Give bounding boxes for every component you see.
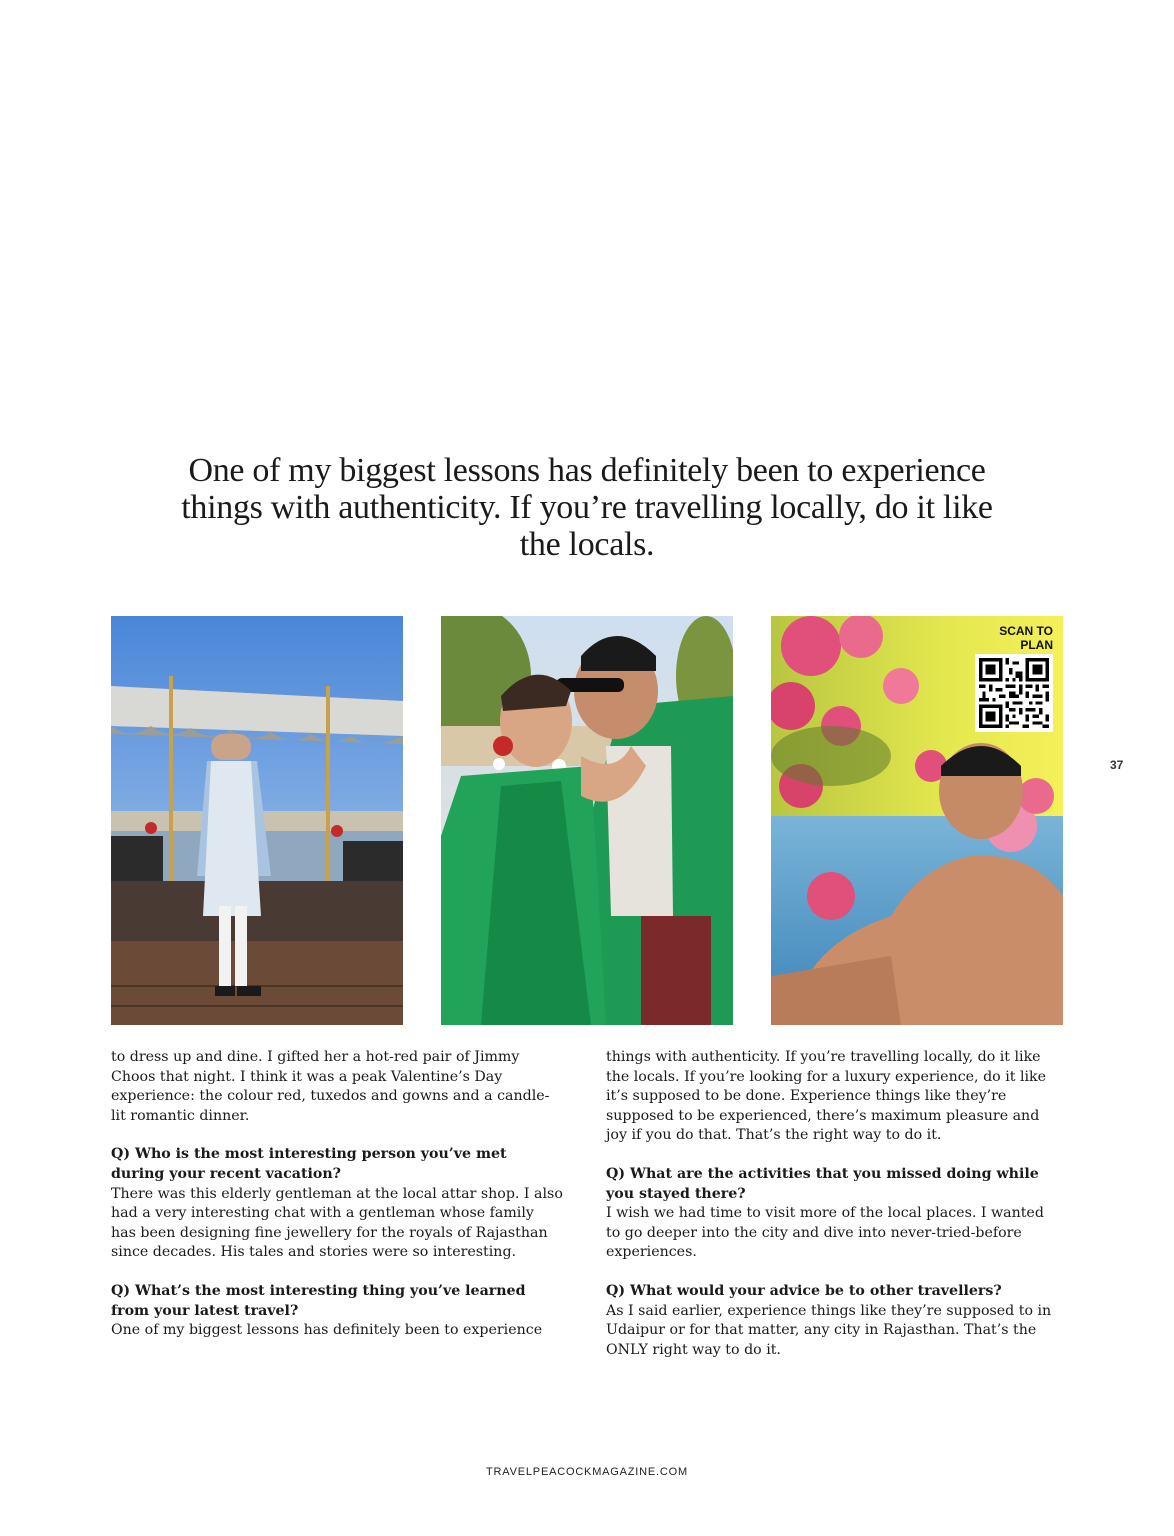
- interview-question: Q) What are the activities that you missed doing while you stayed there?: [606, 1165, 1039, 1202]
- qr-scan-label-line2: PLAN: [1020, 638, 1053, 652]
- photo-couple-image: [441, 616, 733, 1025]
- qr-scan-label: [973, 624, 1053, 652]
- interview-question: Q) Who is the most interesting person you’ve met during your recent vacation?: [111, 1146, 507, 1182]
- interview-answer: There was this elderly gentleman at the local attar shop. I also had a very interesting chat with a gentleman whose family has been designing fine jewellery for the royals of Rajasthan since decades. His tales and stories were so interesting.: [111, 1185, 563, 1261]
- footer-website[interactable]: TRAVELPEACOCKMAGAZINE.COM: [486, 1466, 688, 1478]
- interview-answer: One of my biggest lessons has definitely been to experience: [111, 1322, 543, 1339]
- pull-quote: One of my biggest lessons has definitely been to experience things with authenticity. If you’re travelling locally, do it like the locals.: [181, 452, 993, 563]
- photo-boat: [111, 616, 403, 1025]
- interview-answer: things with authenticity. If you’re travelling locally, do it like the locals. If you’re looking for a luxury experience, do it like it’s supposed to be done. Experience things like they’re supposed to be experienced, there’s maximum pleasure and joy if you do that. That’s the right way to do it.: [606, 1049, 1047, 1144]
- page-number: 37: [1110, 758, 1124, 772]
- qr-scan-label-line1: SCAN TO: [999, 624, 1053, 638]
- photo-boat-image: [111, 616, 403, 1025]
- interview-question: Q) What’s the most interesting thing you’ve learned from your latest travel?: [111, 1282, 526, 1319]
- interview-answer: As I said earlier, experience things like they’re supposed to in Udaipur or for that matter, any city in Rajasthan. That’s the ONLY right way to do it.: [606, 1302, 1052, 1358]
- interview-question: Q) What would your advice be to other travellers?: [606, 1282, 1002, 1299]
- qr-code[interactable]: [975, 654, 1053, 732]
- photo-garden: [771, 616, 1063, 1025]
- article-column-left: [111, 1048, 563, 1341]
- article-paragraph: to dress up and dine. I gifted her a hot-red pair of Jimmy Choos that night. I think it was a peak Valentine’s Day experience: the colour red, tuxedos and gowns and a candle-lit romantic dinner.: [111, 1049, 550, 1124]
- interview-answer: I wish we had time to visit more of the local places. I wanted to go deeper into the city and dive into never-tried-before experiences.: [606, 1205, 1044, 1261]
- article-column-right: [606, 1048, 1058, 1360]
- photo-couple: [441, 616, 733, 1025]
- qr-code-icon: [979, 658, 1049, 728]
